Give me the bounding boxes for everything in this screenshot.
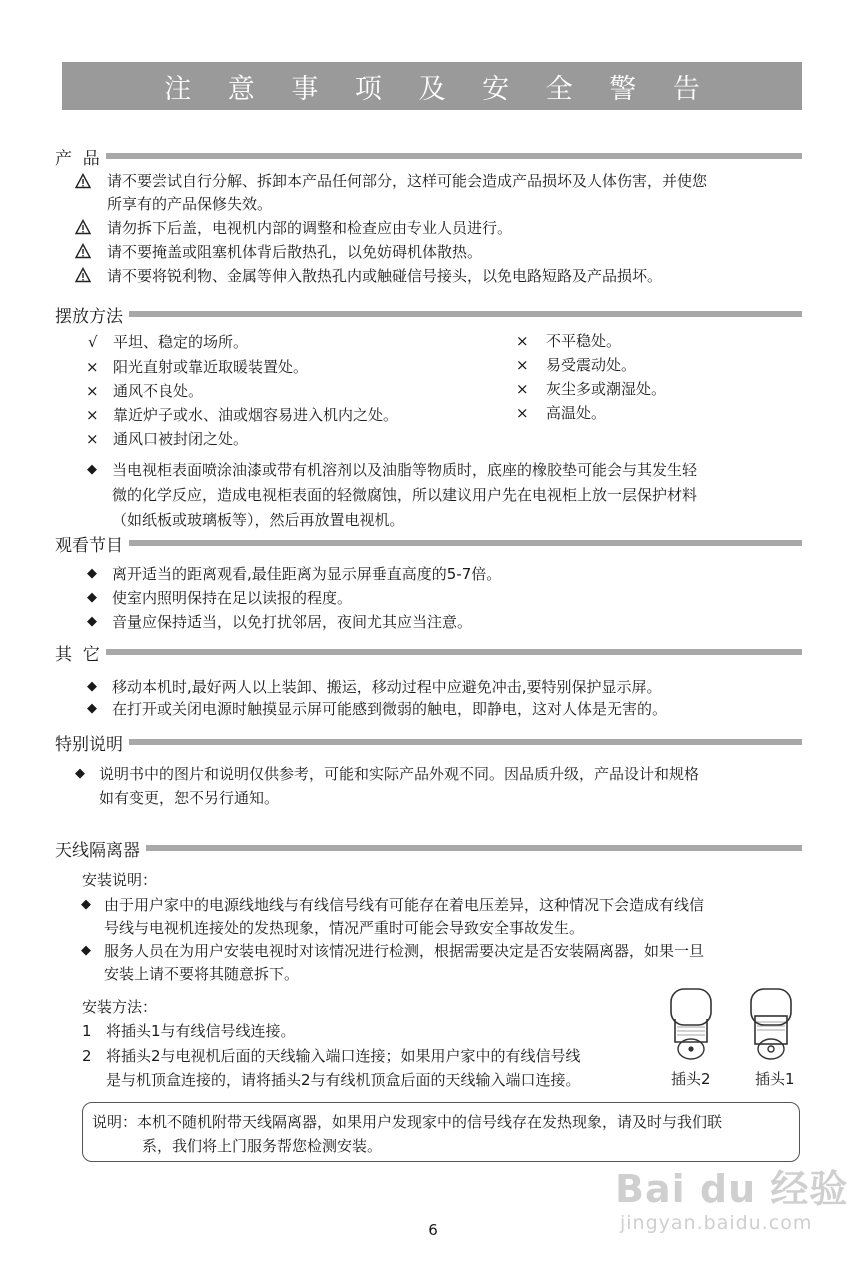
list-item: 请不要将锐利物、金属等伸入散热孔内或触碰信号接头，以免电路短路及产品损坏。 (107, 267, 663, 285)
section-rule (106, 649, 802, 655)
section-title: 产 品 (55, 148, 100, 169)
page-title: 注 意 事 项 及 安 全 警 告 (62, 62, 802, 110)
section-title: 摆放方法 (55, 306, 123, 327)
watermark-url: jingyan.baidu.com (620, 1212, 813, 1234)
diamond-bullet-icon: ◆ (87, 701, 97, 716)
section-header-antenna (55, 837, 802, 859)
section-title: 特别说明 (55, 734, 123, 755)
paragraph-line: 如有变更，恕不另行通知。 (99, 789, 280, 807)
list-item: 使室内照明保持在足以读报的程度。 (112, 589, 353, 607)
step-number: 2 (82, 1047, 92, 1065)
cross-icon: × (86, 358, 99, 376)
paragraph-line: 号线与电视机连接处的发热现象，情况严重时可能会导致安全事故发生。 (104, 919, 585, 937)
paragraph-line: 说明书中的图片和说明仅供参考，可能和实际产品外观不同。因品质升级，产品设计和规格 (99, 765, 700, 783)
step-text: 是与机顶盒连接的，请将插头2与有线机顶盒后面的天线输入端口连接。 (106, 1071, 581, 1089)
cross-icon: × (516, 380, 529, 398)
method-title: 安装方法： (82, 998, 158, 1016)
cross-icon: × (86, 430, 99, 448)
page-number: 6 (428, 1221, 438, 1239)
diamond-bullet-icon: ◆ (87, 566, 97, 581)
list-item: 请不要掩盖或阻塞机体背后散热孔，以免妨碍机体散热。 (107, 243, 483, 261)
section-header-viewing (55, 532, 802, 554)
diamond-bullet-icon: ◆ (87, 679, 97, 694)
plug-2-icon (662, 986, 722, 1064)
watermark-logo: Bai du 经验 (615, 1167, 849, 1211)
list-item: 请不要尝试自行分解、拆卸本产品任何部分，这样可能会造成产品损坏及人体伤害，并使您 (107, 172, 708, 190)
list-item: 移动本机时,最好两人以上装卸、搬运，移动过程中应避免冲击,要特别保护显示屏。 (112, 678, 662, 696)
note-line: 说明：本机不随机附带天线隔离器，如果用户发现家中的信号线存在发热现象，请及时与我们联 (92, 1113, 723, 1131)
note-line: 系，我们将上门服务帮您检测安装。 (142, 1137, 383, 1155)
list-item: 不平稳处。 (546, 332, 622, 350)
warning-icon (75, 243, 91, 259)
cross-icon: × (516, 332, 529, 350)
paragraph-line: 由于用户家中的电源线地线与有线信号线有可能存在着电压差异，这种情况下会造成有线信 (104, 896, 705, 914)
diamond-bullet-icon: ◆ (87, 590, 97, 605)
warning-icon (75, 173, 91, 189)
list-item: 易受震动处。 (546, 356, 637, 374)
section-header-placement (55, 303, 802, 325)
cross-icon: × (516, 404, 529, 422)
section-header-product (55, 145, 802, 167)
list-item: 灰尘多或潮湿处。 (546, 380, 667, 398)
plug-2-label: 插头2 (671, 1070, 711, 1088)
diamond-bullet-icon: ◆ (87, 614, 97, 629)
diamond-bullet-icon: ◆ (81, 897, 91, 912)
list-item: 音量应保持适当，以免打扰邻居，夜间尤其应当注意。 (112, 613, 473, 631)
section-header-other (55, 641, 802, 663)
paragraph-line: （如纸板或玻璃板等），然后再放置电视机。 (112, 511, 405, 529)
list-item: 通风不良处。 (113, 382, 204, 400)
diamond-bullet-icon: ◆ (81, 943, 91, 958)
plug-1-icon (744, 986, 800, 1064)
paragraph-line: 当电视柜表面喷涂油漆或带有机溶剂以及油脂等物质时，底座的橡胶垫可能会与其发生轻 (112, 461, 698, 479)
cross-icon: × (516, 356, 529, 374)
step-number: 1 (82, 1022, 92, 1040)
warning-icon (75, 267, 91, 283)
list-item: 请勿拆下后盖，电视机内部的调整和检查应由专业人员进行。 (107, 219, 513, 237)
list-item: 在打开或关闭电源时触摸显示屏可能感到微弱的触电，即静电，这对人体是无害的。 (112, 700, 668, 718)
check-icon: √ (88, 333, 98, 351)
list-item: 通风口被封闭之处。 (113, 430, 249, 448)
diamond-bullet-icon: ◆ (87, 462, 97, 477)
section-rule (146, 845, 802, 851)
install-note-title: 安装说明： (82, 871, 158, 889)
section-rule (129, 739, 802, 745)
step-text: 将插头1与有线信号线连接。 (106, 1022, 296, 1040)
step-text: 将插头2与电视机后面的天线输入端口连接；如果用户家中的有线信号线 (106, 1047, 581, 1065)
section-header-special (55, 731, 802, 753)
section-rule (129, 311, 802, 317)
plug-1-label: 插头1 (755, 1070, 795, 1088)
diamond-bullet-icon: ◆ (75, 766, 85, 781)
cross-icon: × (86, 406, 99, 424)
warning-icon (75, 219, 91, 235)
list-item: 阳光直射或靠近取暖装置处。 (113, 358, 309, 376)
section-title: 其 它 (55, 644, 100, 665)
cross-icon: × (86, 382, 99, 400)
paragraph-line: 安装上请不要将其随意拆下。 (104, 965, 300, 983)
list-item: 离开适当的距离观看,最佳距离为显示屏垂直高度的5-7倍。 (112, 565, 502, 583)
list-item: 所享有的产品保修失效。 (107, 195, 273, 213)
section-rule (129, 540, 802, 546)
list-item: 靠近炉子或水、油或烟容易进入机内之处。 (113, 406, 399, 424)
paragraph-line: 服务人员在为用户安装电视时对该情况进行检测，根据需要决定是否安装隔离器，如果一旦 (104, 942, 705, 960)
list-item: 平坦、稳定的场所。 (113, 333, 249, 351)
section-title: 天线隔离器 (55, 840, 140, 861)
section-rule (106, 153, 802, 159)
section-title: 观看节目 (55, 535, 123, 556)
paragraph-line: 微的化学反应，造成电视柜表面的轻微腐蚀，所以建议用户先在电视柜上放一层保护材料 (112, 486, 698, 504)
list-item: 高温处。 (546, 404, 607, 422)
